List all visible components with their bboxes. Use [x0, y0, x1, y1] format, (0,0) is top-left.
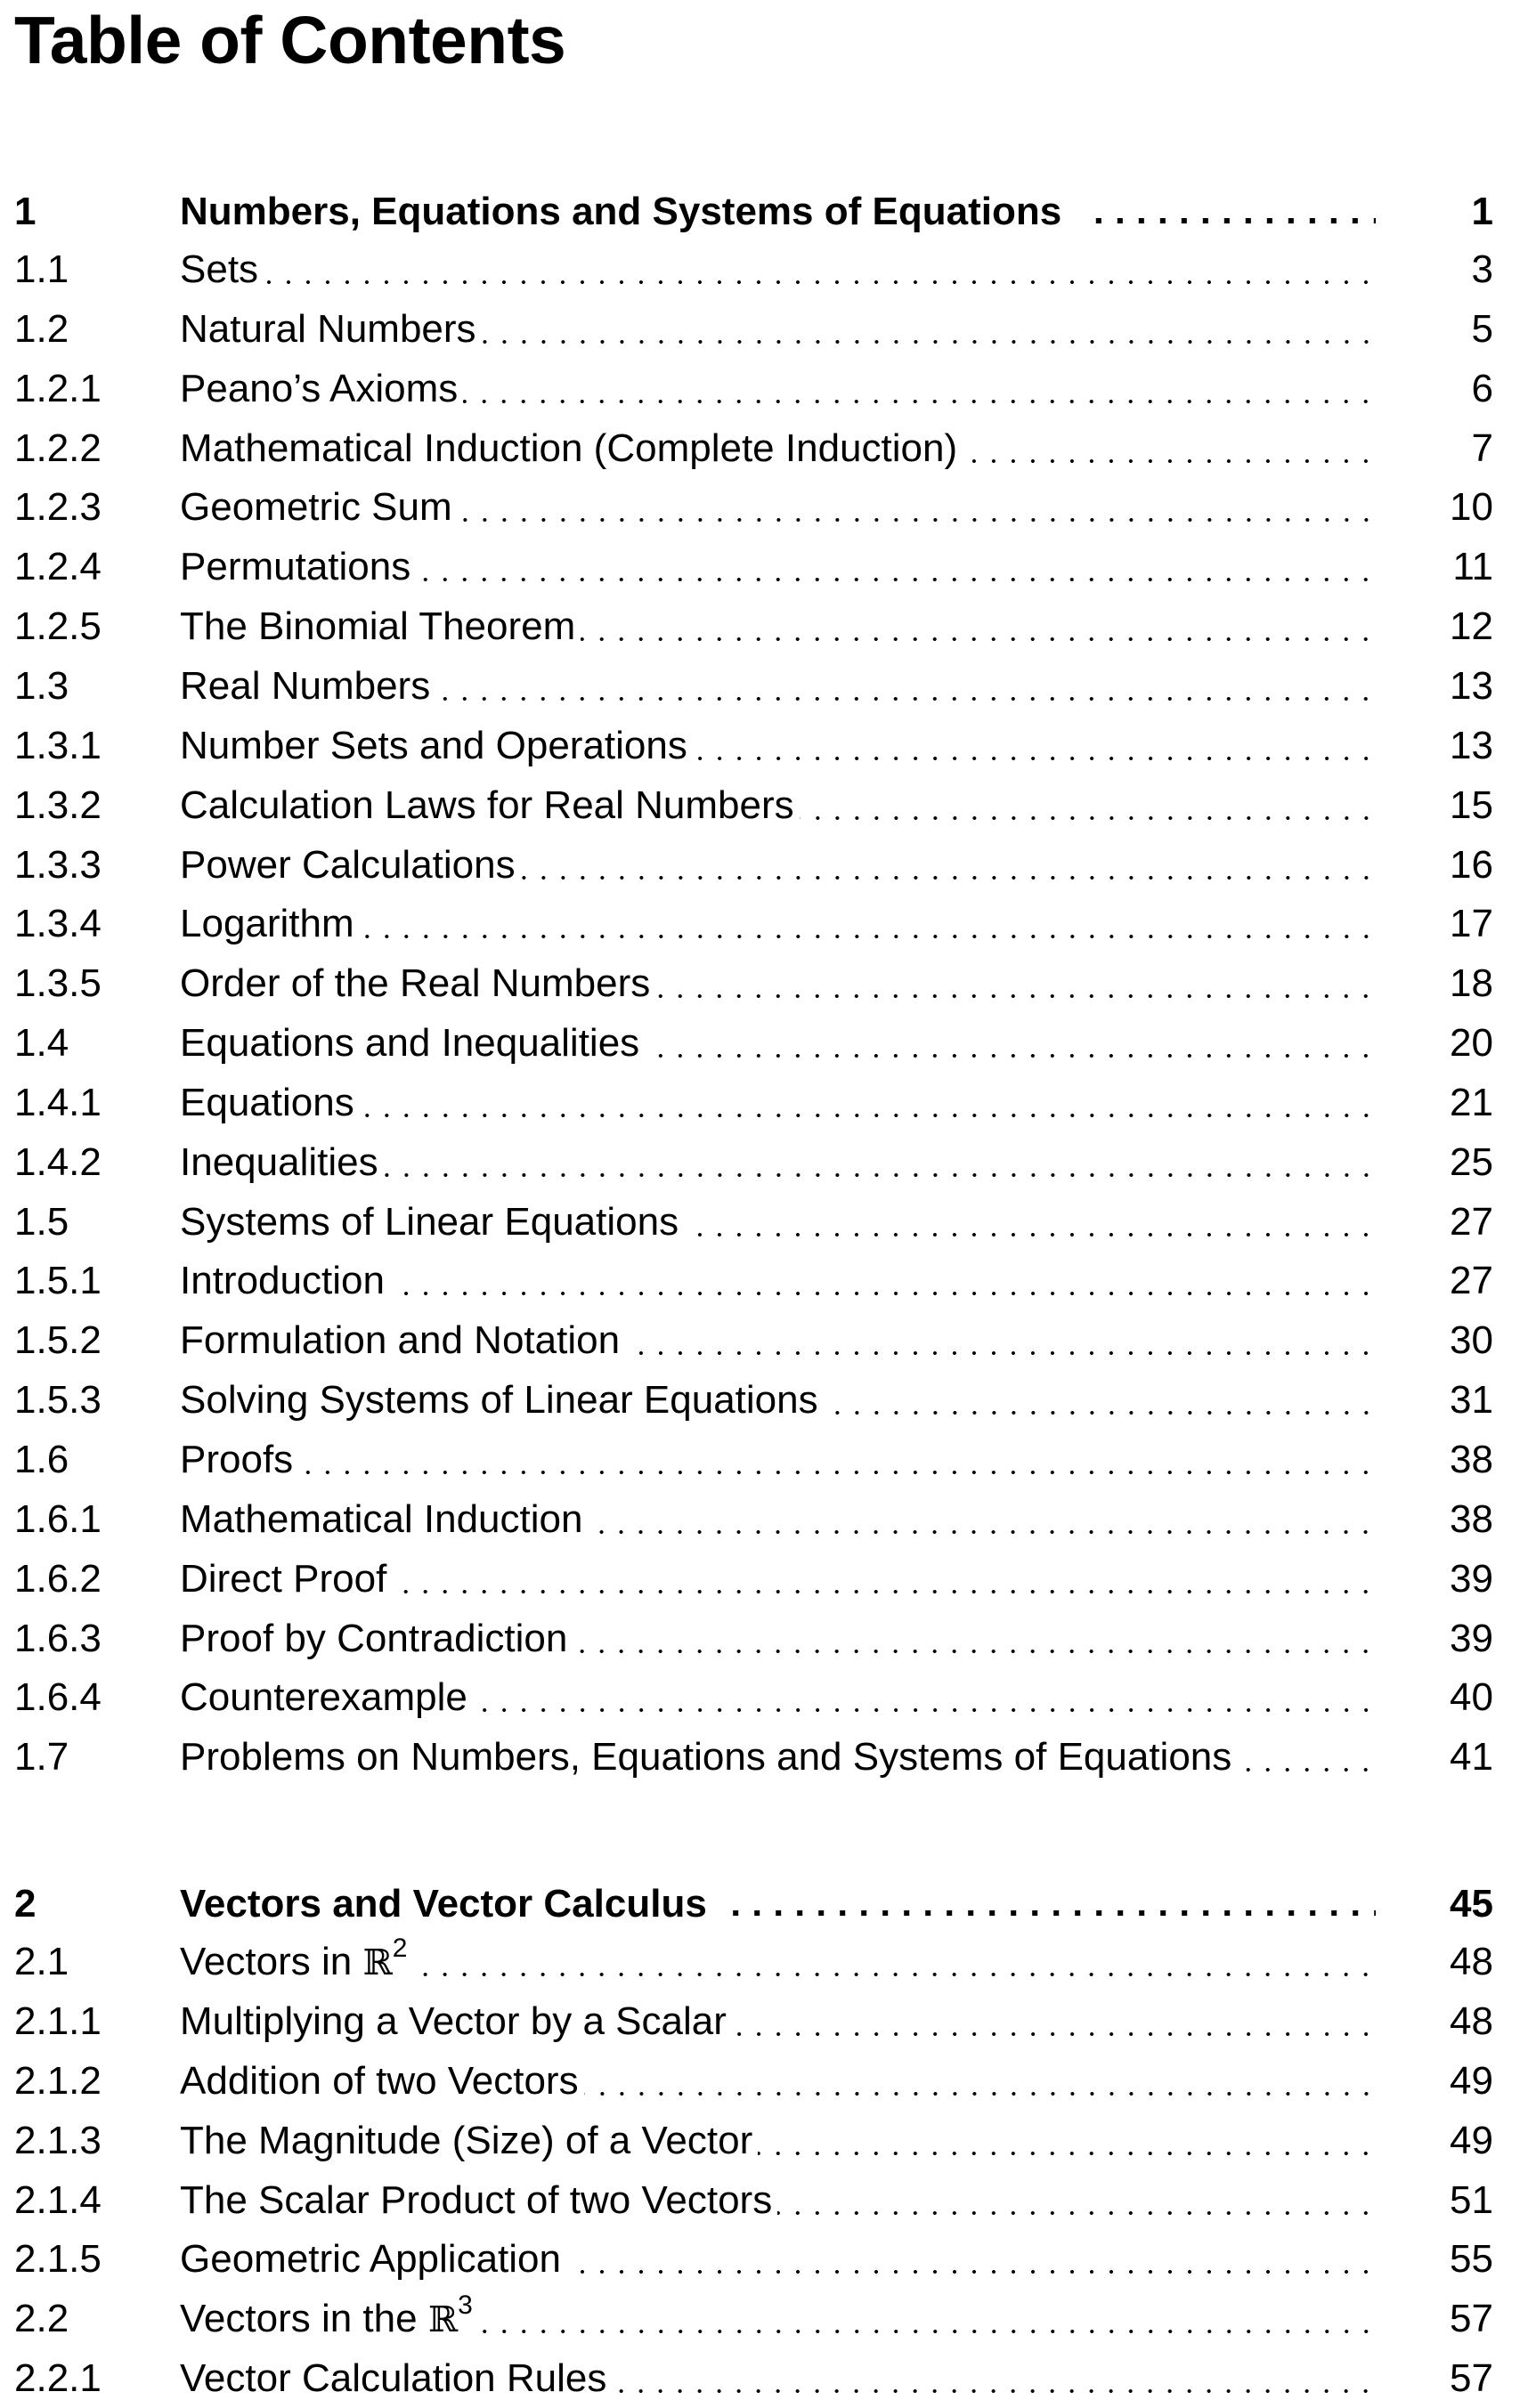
- entry-number: 1.5.3: [14, 1378, 102, 1422]
- dot-leader: [360, 894, 1376, 953]
- dot-leader: [521, 835, 1376, 895]
- entry-title-text: Order of the Real Numbers: [180, 961, 651, 1005]
- entry-number: 1.5.1: [14, 1259, 102, 1302]
- entry-title[interactable]: [180, 1430, 293, 1489]
- entry-title[interactable]: [180, 477, 452, 537]
- page-number[interactable]: 55: [1450, 2237, 1493, 2281]
- dot-leader: [392, 1549, 1376, 1609]
- entry-title-text: Problems on Numbers, Equations and Systems of Equations: [180, 1735, 1232, 1779]
- dimension-superscript: 2: [392, 1934, 408, 1964]
- page-number[interactable]: 45: [1450, 1882, 1493, 1926]
- entry-number: 1.4.1: [14, 1081, 102, 1124]
- page-number[interactable]: 18: [1450, 961, 1493, 1005]
- entry-title-text: Permutations: [180, 545, 411, 588]
- dot-leader: [588, 1489, 1376, 1549]
- page-number[interactable]: 57: [1450, 2356, 1493, 2400]
- entry-number: 2.1.2: [14, 2059, 102, 2103]
- entry-number: 1.2.1: [14, 367, 102, 410]
- entry-number: 2.1.5: [14, 2237, 102, 2281]
- entry-title-line: [180, 1013, 1376, 1073]
- entry-title-text: Sets: [180, 247, 259, 291]
- entry-title-line: [180, 2229, 1376, 2289]
- entry-number: 2: [14, 1882, 37, 1926]
- page-number[interactable]: 27: [1450, 1259, 1493, 1302]
- entry-number: 1.3.1: [14, 724, 102, 767]
- entry-title[interactable]: [180, 2348, 606, 2408]
- page-number[interactable]: 6: [1471, 367, 1493, 410]
- entry-title-line: [180, 1874, 1376, 1934]
- page-number[interactable]: 12: [1450, 604, 1493, 648]
- entry-title-line: [180, 1727, 1376, 1787]
- entry-title[interactable]: [180, 1073, 354, 1132]
- dot-leader: [625, 1310, 1376, 1370]
- toc-entry[interactable]: [0, 1310, 1528, 1370]
- entry-title-text: Numbers, Equations and Systems of Equations: [180, 190, 1062, 233]
- entry-number: 1.5: [14, 1200, 69, 1244]
- entry-title-text: Real Numbers: [180, 664, 431, 708]
- entry-title-text: Counterexample: [180, 1675, 467, 1719]
- toc-entry[interactable]: [0, 2111, 1528, 2170]
- entry-number: 1.6.1: [14, 1497, 102, 1541]
- entry-number: 1.6: [14, 1438, 69, 1481]
- entry-number: 1.3.2: [14, 783, 102, 827]
- entry-title[interactable]: [180, 1549, 386, 1609]
- entry-number: 1.3.5: [14, 961, 102, 1005]
- page-number[interactable]: 57: [1450, 2297, 1493, 2340]
- toc-entry[interactable]: [0, 1013, 1528, 1073]
- entry-number: 1.4.2: [14, 1140, 102, 1184]
- toc-entry[interactable]: [0, 2170, 1528, 2230]
- entry-number: 1: [14, 190, 37, 233]
- entry-title-line: [180, 1991, 1376, 2051]
- entry-title-text: Introduction: [180, 1259, 385, 1302]
- entry-number: 1.2: [14, 307, 69, 351]
- entry-title[interactable]: [180, 656, 430, 716]
- entry-title-text: Addition of two Vectors: [180, 2059, 579, 2103]
- entry-title-text: Vector Calculation Rules: [180, 2356, 607, 2400]
- entry-title-text: Solving Systems of Linear Equations: [180, 1378, 818, 1422]
- entry-title-text: Proof by Contradiction: [180, 1617, 568, 1660]
- toc-entry[interactable]: [0, 2289, 1528, 2348]
- entry-title[interactable]: [180, 1932, 407, 1993]
- entry-number: 1.5.2: [14, 1318, 102, 1362]
- entry-title-line: [180, 2051, 1376, 2111]
- toc-entry[interactable]: [0, 953, 1528, 1013]
- toc-entry[interactable]: [0, 596, 1528, 656]
- entry-title[interactable]: [180, 1991, 727, 2051]
- entry-title-text: Equations: [180, 1081, 354, 1124]
- dot-leader: [478, 2289, 1376, 2348]
- entry-number: 1.6.3: [14, 1617, 102, 1660]
- entry-title[interactable]: [180, 537, 410, 596]
- entry-title-line: [180, 477, 1376, 537]
- dot-leader: [298, 1430, 1376, 1489]
- entry-title-text: Multiplying a Vector by a Scalar: [180, 1999, 727, 2043]
- page-number[interactable]: 31: [1450, 1378, 1493, 1422]
- dot-leader: [1237, 1727, 1376, 1787]
- page-number[interactable]: 10: [1450, 485, 1493, 529]
- entry-title-line: [180, 1370, 1376, 1430]
- dot-leader: [730, 1874, 1376, 1934]
- entry-number: 1.2.2: [14, 426, 102, 470]
- dot-leader: [963, 418, 1376, 478]
- dot-leader: [824, 1370, 1376, 1430]
- page-number[interactable]: 3: [1471, 247, 1493, 291]
- entry-title-text: The Scalar Product of two Vectors: [180, 2178, 773, 2222]
- dot-leader: [384, 1132, 1376, 1192]
- entry-title[interactable]: [180, 894, 354, 953]
- toc-entry[interactable]: [0, 1609, 1528, 1668]
- page-number[interactable]: 48: [1450, 1940, 1493, 1983]
- toc-entry[interactable]: [0, 2051, 1528, 2111]
- entry-number: 1.3: [14, 664, 69, 708]
- entry-number: 1.2.5: [14, 604, 102, 648]
- dot-leader: [360, 1073, 1376, 1132]
- page-number[interactable]: 13: [1450, 724, 1493, 767]
- dot-leader: [435, 656, 1376, 716]
- dot-leader: [412, 1932, 1376, 1991]
- entry-title-text: Vectors in: [180, 1940, 363, 1983]
- entry-title[interactable]: [180, 2170, 772, 2230]
- entry-title-line: [180, 299, 1376, 359]
- dot-leader: [482, 299, 1376, 359]
- dot-leader: [693, 716, 1376, 775]
- toc-entry[interactable]: [0, 477, 1528, 537]
- page-number[interactable]: 51: [1450, 2178, 1493, 2222]
- toc-entry[interactable]: [0, 1932, 1528, 1991]
- toc-chapter-entry[interactable]: [0, 1874, 1528, 1934]
- real-numbers-symbol: ℝ: [362, 1942, 393, 1983]
- toc-entry[interactable]: [0, 716, 1528, 775]
- toc-chapter-entry[interactable]: [0, 182, 1528, 241]
- entry-title[interactable]: [180, 418, 957, 478]
- dot-leader: [684, 1192, 1376, 1252]
- entry-number: 1.3.3: [14, 843, 102, 887]
- entry-number: 1.1: [14, 247, 69, 291]
- entry-title-text: Natural Numbers: [180, 307, 476, 351]
- entry-title-line: [180, 835, 1376, 895]
- toc-entry[interactable]: [0, 894, 1528, 953]
- entry-number: 1.6.4: [14, 1675, 102, 1719]
- entry-title-line: [180, 1489, 1376, 1549]
- entry-title-line: [180, 1251, 1376, 1310]
- dot-leader: [390, 1251, 1376, 1310]
- entry-title-line: [180, 716, 1376, 775]
- toc-entry[interactable]: [0, 537, 1528, 596]
- page-number[interactable]: 41: [1450, 1735, 1493, 1779]
- dot-leader: [463, 359, 1376, 418]
- entry-title-text: Geometric Sum: [180, 485, 452, 529]
- toc-entry[interactable]: [0, 1073, 1528, 1132]
- entry-title-line: [180, 1132, 1376, 1192]
- dot-leader: [573, 1609, 1376, 1668]
- entry-number: 2.1: [14, 1940, 69, 1983]
- entry-title[interactable]: [180, 953, 650, 1013]
- dot-leader: [584, 2051, 1376, 2111]
- entry-title[interactable]: [180, 182, 1061, 241]
- toc-entry[interactable]: [0, 2348, 1528, 2408]
- page-number[interactable]: 38: [1450, 1497, 1493, 1541]
- entry-title[interactable]: [180, 2111, 752, 2170]
- page-number[interactable]: 27: [1450, 1200, 1493, 1244]
- entry-title[interactable]: [180, 1132, 378, 1192]
- toc-entry[interactable]: [0, 775, 1528, 835]
- entry-title[interactable]: [180, 1667, 467, 1727]
- page-title: Table of Contents: [14, 3, 566, 77]
- entry-title[interactable]: [180, 239, 258, 299]
- entry-title-text: Formulation and Notation: [180, 1318, 621, 1362]
- entry-number: 2.1.1: [14, 1999, 102, 2043]
- entry-title[interactable]: [180, 299, 476, 359]
- entry-title-line: [180, 2348, 1376, 2408]
- entry-title[interactable]: [180, 2229, 561, 2289]
- dot-leader: [264, 239, 1376, 299]
- dot-leader: [416, 537, 1376, 596]
- page-number[interactable]: 20: [1450, 1021, 1493, 1065]
- page-number[interactable]: 40: [1450, 1675, 1493, 1719]
- page-number[interactable]: 17: [1450, 902, 1493, 945]
- entry-title-line: [180, 1430, 1376, 1489]
- toc-entry[interactable]: [0, 1192, 1528, 1252]
- page-number[interactable]: 49: [1450, 2119, 1493, 2162]
- page-number[interactable]: 5: [1471, 307, 1493, 351]
- page-number[interactable]: 16: [1450, 843, 1493, 887]
- entry-title[interactable]: [180, 1310, 620, 1370]
- dot-leader: [1085, 182, 1376, 241]
- toc-entry[interactable]: [0, 1727, 1528, 1787]
- entry-title-text: Direct Proof: [180, 1557, 387, 1601]
- entry-title-line: [180, 775, 1376, 835]
- dot-leader: [732, 1991, 1376, 2051]
- toc-entry[interactable]: [0, 299, 1528, 359]
- page-number[interactable]: 15: [1450, 783, 1493, 827]
- entry-title[interactable]: [180, 1370, 818, 1430]
- toc-entry[interactable]: [0, 1132, 1528, 1192]
- entry-title[interactable]: [180, 2289, 473, 2350]
- entry-title-text: Systems of Linear Equations: [180, 1200, 679, 1244]
- page-number[interactable]: 1: [1471, 190, 1493, 233]
- entry-number: 2.2: [14, 2297, 69, 2340]
- toc-entry[interactable]: [0, 1667, 1528, 1727]
- entry-number: 1.4: [14, 1021, 69, 1065]
- toc-entry[interactable]: [0, 239, 1528, 299]
- entry-title-text: Logarithm: [180, 902, 354, 945]
- entry-title-text: The Magnitude (Size) of a Vector: [180, 2119, 753, 2162]
- entry-title-text: Power Calculations: [180, 843, 516, 887]
- toc-entry[interactable]: [0, 656, 1528, 716]
- toc-entry[interactable]: [0, 1489, 1528, 1549]
- toc-entry[interactable]: [0, 835, 1528, 895]
- entry-number: 1.7: [14, 1735, 69, 1779]
- entry-title[interactable]: [180, 359, 458, 418]
- entry-title-text: Inequalities: [180, 1140, 378, 1184]
- entry-title[interactable]: [180, 1609, 567, 1668]
- entry-title-line: [180, 1667, 1376, 1727]
- entry-title-text: Calculation Laws for Real Numbers: [180, 783, 794, 827]
- entry-title-line: [180, 418, 1376, 478]
- toc-entry[interactable]: [0, 2229, 1528, 2289]
- entry-title[interactable]: [180, 775, 794, 835]
- entry-title-line: [180, 1310, 1376, 1370]
- entry-title-text: Mathematical Induction: [180, 1497, 583, 1541]
- page-number[interactable]: 21: [1450, 1081, 1493, 1124]
- real-numbers-symbol: ℝ: [427, 2299, 459, 2340]
- entry-number: 2.2.1: [14, 2356, 102, 2400]
- entry-title-line: [180, 1932, 1376, 1993]
- dot-leader: [473, 1667, 1376, 1727]
- entry-title-line: [180, 1073, 1376, 1132]
- toc-entry[interactable]: [0, 1549, 1528, 1609]
- entry-title-line: [180, 2289, 1376, 2350]
- entry-title-line: [180, 894, 1376, 953]
- dot-leader: [655, 953, 1376, 1013]
- entry-title-line: [180, 656, 1376, 716]
- entry-title-text: Geometric Application: [180, 2237, 561, 2281]
- entry-number: 1.2.4: [14, 545, 102, 588]
- toc-entry[interactable]: [0, 359, 1528, 418]
- entry-title[interactable]: [180, 596, 575, 656]
- page-number[interactable]: 25: [1450, 1140, 1493, 1184]
- entry-title[interactable]: [180, 835, 516, 895]
- entry-title-line: [180, 537, 1376, 596]
- entry-title[interactable]: [180, 1727, 1231, 1787]
- entry-number: 1.6.2: [14, 1557, 102, 1601]
- entry-title-text: Vectors and Vector Calculus: [180, 1882, 707, 1926]
- dot-leader: [566, 2229, 1376, 2289]
- entry-title[interactable]: [180, 1251, 385, 1310]
- entry-title-text: Peano’s Axioms: [180, 367, 459, 410]
- entry-title-text: Vectors in the: [180, 2297, 428, 2340]
- dot-leader: [645, 1013, 1376, 1073]
- entry-title-text: The Binomial Theorem: [180, 604, 576, 648]
- page-number[interactable]: 13: [1450, 664, 1493, 708]
- entry-number: 1.3.4: [14, 902, 102, 945]
- page-number[interactable]: 30: [1450, 1318, 1493, 1362]
- toc-entry[interactable]: [0, 1370, 1528, 1430]
- entry-title-line: [180, 2170, 1376, 2230]
- dot-leader: [458, 477, 1376, 537]
- page-number[interactable]: 49: [1450, 2059, 1493, 2103]
- entry-title-text: Equations and Inequalities: [180, 1021, 640, 1065]
- toc-entry[interactable]: [0, 1430, 1528, 1489]
- dimension-superscript: 3: [458, 2290, 473, 2321]
- entry-title-line: [180, 1609, 1376, 1668]
- entry-title-line: [180, 1549, 1376, 1609]
- entry-title-text: Mathematical Induction (Complete Induction): [180, 426, 958, 470]
- entry-title[interactable]: [180, 1013, 639, 1073]
- entry-title-line: [180, 1192, 1376, 1252]
- entry-title-text: Number Sets and Operations: [180, 724, 687, 767]
- dot-leader: [581, 596, 1376, 656]
- toc-entry[interactable]: [0, 1251, 1528, 1310]
- entry-title-line: [180, 596, 1376, 656]
- entry-title-line: [180, 239, 1376, 299]
- dot-leader: [612, 2348, 1376, 2408]
- entry-title[interactable]: [180, 2051, 579, 2111]
- dot-leader: [800, 775, 1376, 835]
- entry-title-line: [180, 2111, 1376, 2170]
- page-number[interactable]: 39: [1450, 1557, 1493, 1601]
- entry-title-text: Proofs: [180, 1438, 294, 1481]
- entry-title[interactable]: [180, 1489, 582, 1549]
- entry-title-line: [180, 359, 1376, 418]
- entry-title[interactable]: [180, 1874, 707, 1934]
- entry-number: 2.1.4: [14, 2178, 102, 2222]
- page-number[interactable]: 38: [1450, 1438, 1493, 1481]
- page-number[interactable]: 11: [1452, 545, 1493, 588]
- page-number[interactable]: 7: [1471, 426, 1493, 470]
- entry-title[interactable]: [180, 1192, 679, 1252]
- entry-title[interactable]: [180, 716, 687, 775]
- entry-number: 1.2.3: [14, 485, 102, 529]
- entry-title-line: [180, 953, 1376, 1013]
- page-number[interactable]: 39: [1450, 1617, 1493, 1660]
- dot-leader: [758, 2111, 1376, 2170]
- page-number[interactable]: 48: [1450, 1999, 1493, 2043]
- toc-entry[interactable]: [0, 1991, 1528, 2051]
- toc-entry[interactable]: [0, 418, 1528, 478]
- dot-leader: [777, 2170, 1376, 2230]
- entry-title-line: [180, 182, 1376, 241]
- entry-number: 2.1.3: [14, 2119, 102, 2162]
